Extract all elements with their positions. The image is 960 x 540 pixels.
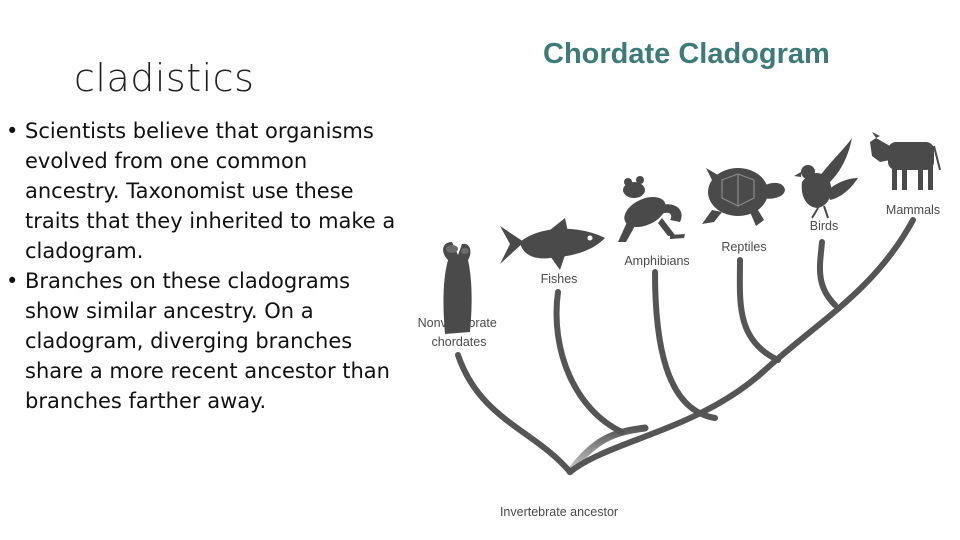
fish-icon	[500, 218, 605, 270]
bullet-item: • Branches on these cladograms show similar ancestry. On a cladogram, diverging branches share a more recent ancestor than branches farther away.	[6, 266, 396, 416]
label-birds: Birds	[809, 219, 839, 233]
cow-icon	[870, 132, 940, 190]
label-mammals: Mammals	[885, 203, 941, 217]
bullet-list	[6, 116, 396, 416]
label-fishes: Fishes	[540, 272, 578, 286]
branch-reptiles	[740, 260, 778, 360]
branch-nonvertebrate-chordates	[458, 355, 570, 472]
label-nonvertebrate-chordates: Nonvertebrate chordates	[417, 316, 497, 349]
bullet-item: • Scientists believe that organisms evolved from one common ancestry. Taxonomist use these traits that they inherited to make a cladogram.	[6, 116, 396, 266]
label-amphibians: Amphibians	[624, 254, 690, 268]
branch-fishes	[557, 292, 622, 432]
cladogram-diagram	[400, 20, 960, 530]
bird-icon	[794, 138, 858, 218]
label-root-ancestor: Invertebrate ancestor	[499, 505, 619, 519]
branch-amphibians	[655, 272, 715, 418]
branch-birds	[820, 242, 835, 305]
slide-title: cladistics	[74, 56, 255, 100]
frog-icon	[618, 176, 685, 242]
cladogram-svg	[400, 20, 960, 530]
turtle-icon	[702, 168, 785, 226]
diagram-title: Chordate Cladogram	[543, 38, 830, 70]
label-reptiles: Reptiles	[721, 240, 767, 254]
